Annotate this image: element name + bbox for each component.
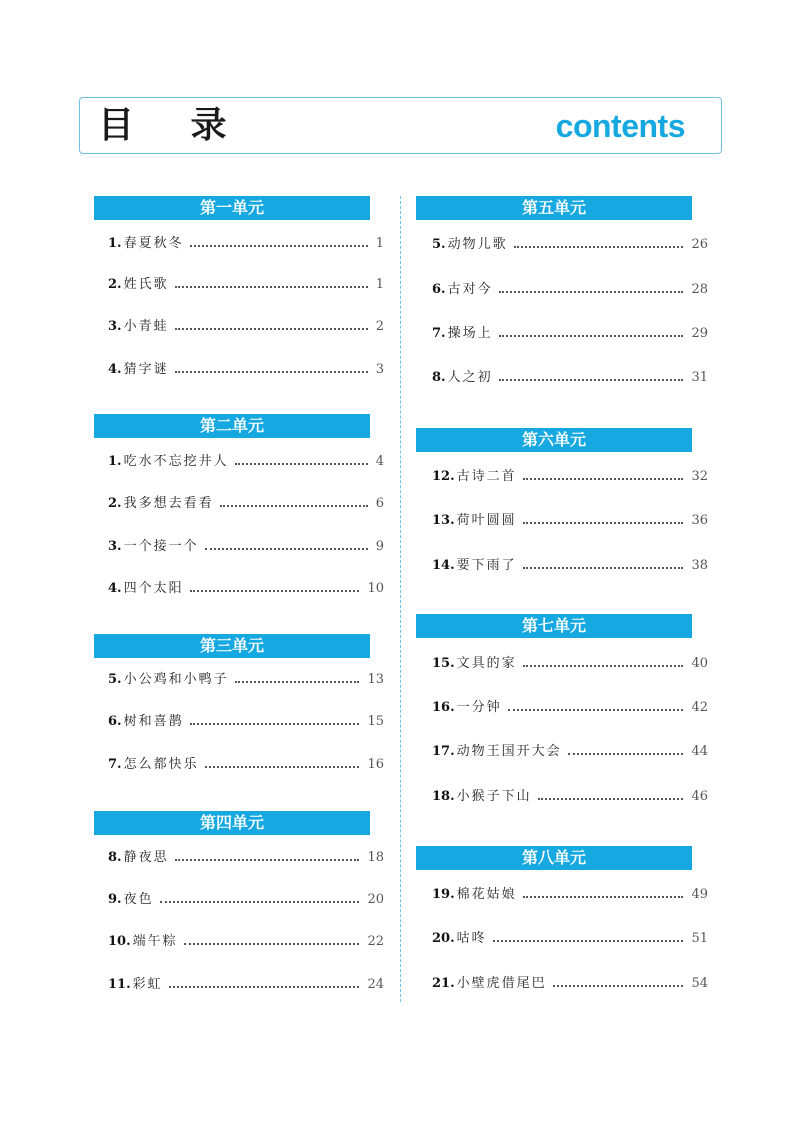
entry-number: 17. <box>432 744 455 759</box>
entry-number: 16. <box>432 700 455 715</box>
entry-title: 春夏秋冬 <box>123 236 184 251</box>
toc-entry[interactable] <box>108 712 384 732</box>
entry-title: 棉花姑娘 <box>456 887 517 902</box>
entry-title: 古对今 <box>447 282 493 297</box>
entry-page-number: 26 <box>691 237 708 252</box>
dot-leader <box>175 371 368 373</box>
dot-leader <box>508 709 684 711</box>
toc-entry[interactable] <box>432 324 708 344</box>
entry-title: 文具的家 <box>456 656 517 671</box>
entry-page-number: 15 <box>367 714 384 729</box>
dot-leader <box>499 335 684 337</box>
entry-title: 要下雨了 <box>456 558 517 573</box>
unit-heading: 第七单元 <box>416 614 692 638</box>
toc-entry[interactable] <box>108 537 384 557</box>
entry-number: 9. <box>108 892 122 907</box>
toc-entry[interactable] <box>108 932 384 952</box>
entry-page-number: 32 <box>691 469 708 484</box>
toc-entry[interactable] <box>432 467 708 487</box>
toc-entry[interactable] <box>432 280 708 300</box>
toc-entry[interactable] <box>432 235 708 255</box>
page-subtitle: contents <box>555 108 685 144</box>
entry-number: 8. <box>432 370 446 385</box>
toc-entry[interactable] <box>108 890 384 910</box>
entry-number: 4. <box>108 581 122 596</box>
entry-number: 3. <box>108 539 122 554</box>
entry-title: 怎么都快乐 <box>123 757 199 772</box>
entry-number: 20. <box>432 931 455 946</box>
dot-leader <box>160 901 360 903</box>
entry-page-number: 28 <box>691 282 708 297</box>
entry-number: 8. <box>108 850 122 865</box>
dot-leader <box>220 505 368 507</box>
entry-number: 3. <box>108 319 122 334</box>
entry-page-number: 13 <box>367 672 384 687</box>
toc-entry[interactable] <box>432 654 708 674</box>
dot-leader <box>175 286 368 288</box>
entry-number: 7. <box>432 326 446 341</box>
unit-heading: 第二单元 <box>94 414 370 438</box>
entry-page-number: 18 <box>367 850 384 865</box>
dot-leader <box>235 681 360 683</box>
dot-leader <box>523 896 684 898</box>
entry-number: 2. <box>108 496 122 511</box>
entry-number: 13. <box>432 513 455 528</box>
entry-page-number: 36 <box>691 513 708 528</box>
unit-heading: 第一单元 <box>94 196 370 220</box>
entry-number: 1. <box>108 454 122 469</box>
entry-number: 4. <box>108 362 122 377</box>
dot-leader <box>184 943 360 945</box>
entry-number: 5. <box>108 672 122 687</box>
toc-entry[interactable] <box>432 929 708 949</box>
entry-title: 古诗二首 <box>456 469 517 484</box>
dot-leader <box>523 478 684 480</box>
entry-number: 19. <box>432 887 455 902</box>
entry-title: 四个太阳 <box>123 581 184 596</box>
entry-page-number: 29 <box>691 326 708 341</box>
entry-page-number: 22 <box>367 934 384 949</box>
entry-number: 6. <box>432 282 446 297</box>
entry-title: 猜字谜 <box>123 362 169 377</box>
unit-heading: 第五单元 <box>416 196 692 220</box>
toc-entry[interactable] <box>432 556 708 576</box>
entry-title: 端午粽 <box>132 934 178 949</box>
entry-number: 5. <box>432 237 446 252</box>
entry-title: 荷叶圆圆 <box>456 513 517 528</box>
toc-entry[interactable] <box>108 317 384 337</box>
entry-title: 操场上 <box>447 326 493 341</box>
toc-entry[interactable] <box>432 698 708 718</box>
unit-heading: 第八单元 <box>416 846 692 870</box>
dot-leader <box>538 798 684 800</box>
toc-entry[interactable] <box>108 755 384 775</box>
entry-page-number: 1 <box>375 277 384 292</box>
entry-number: 6. <box>108 714 122 729</box>
dot-leader <box>568 753 684 755</box>
entry-page-number: 4 <box>375 454 384 469</box>
entry-page-number: 49 <box>691 887 708 902</box>
entry-page-number: 31 <box>691 370 708 385</box>
entry-title: 小青蛙 <box>123 319 169 334</box>
toc-entry[interactable] <box>432 511 708 531</box>
dot-leader <box>523 567 684 569</box>
entry-number: 7. <box>108 757 122 772</box>
entry-title: 动物王国开大会 <box>456 744 562 759</box>
page-title: 目 录 <box>98 105 249 146</box>
toc-entry[interactable] <box>108 579 384 599</box>
dot-leader <box>190 723 360 725</box>
entry-page-number: 20 <box>367 892 384 907</box>
entry-number: 15. <box>432 656 455 671</box>
dot-leader <box>205 548 368 550</box>
entry-number: 18. <box>432 789 455 804</box>
entry-page-number: 46 <box>691 789 708 804</box>
dot-leader <box>169 986 360 988</box>
entry-page-number: 6 <box>375 496 384 511</box>
entry-page-number: 54 <box>691 976 708 991</box>
toc-entry[interactable] <box>108 275 384 295</box>
entry-number: 2. <box>108 277 122 292</box>
entry-page-number: 9 <box>375 539 384 554</box>
dot-leader <box>514 246 684 248</box>
contents-header <box>79 97 722 154</box>
entry-page-number: 38 <box>691 558 708 573</box>
entry-title: 彩虹 <box>132 977 163 992</box>
toc-entry[interactable] <box>108 975 384 995</box>
entry-page-number: 24 <box>367 977 384 992</box>
dot-leader <box>190 245 368 247</box>
toc-entry[interactable] <box>432 742 708 762</box>
entry-page-number: 44 <box>691 744 708 759</box>
toc-entry[interactable] <box>108 848 384 868</box>
entry-number: 21. <box>432 976 455 991</box>
entry-page-number: 42 <box>691 700 708 715</box>
entry-title: 咕咚 <box>456 931 487 946</box>
entry-title: 吃水不忘挖井人 <box>123 454 229 469</box>
toc-entry[interactable] <box>432 974 708 994</box>
toc-entry[interactable] <box>108 234 384 254</box>
entry-page-number: 1 <box>375 236 384 251</box>
entry-title: 夜色 <box>123 892 154 907</box>
entry-number: 1. <box>108 236 122 251</box>
entry-page-number: 10 <box>367 581 384 596</box>
entry-page-number: 40 <box>691 656 708 671</box>
dot-leader <box>523 522 684 524</box>
unit-heading: 第三单元 <box>94 634 370 658</box>
dot-leader <box>235 463 368 465</box>
entry-title: 人之初 <box>447 370 493 385</box>
entry-title: 小公鸡和小鸭子 <box>123 672 229 687</box>
entry-title: 小猴子下山 <box>456 789 532 804</box>
entry-title: 一分钟 <box>456 700 502 715</box>
toc-entry[interactable] <box>432 885 708 905</box>
toc-entry[interactable] <box>432 787 708 807</box>
entry-page-number: 16 <box>367 757 384 772</box>
entry-title: 姓氏歌 <box>123 277 169 292</box>
entry-title: 树和喜鹊 <box>123 714 184 729</box>
dot-leader <box>190 590 360 592</box>
dot-leader <box>205 766 360 768</box>
entry-page-number: 2 <box>375 319 384 334</box>
toc-entry[interactable] <box>432 368 708 388</box>
dot-leader <box>553 985 684 987</box>
entry-page-number: 51 <box>691 931 708 946</box>
entry-title: 静夜思 <box>123 850 169 865</box>
entry-number: 10. <box>108 934 131 949</box>
unit-heading: 第四单元 <box>94 811 370 835</box>
unit-heading: 第六单元 <box>416 428 692 452</box>
entry-title: 我多想去看看 <box>123 496 214 511</box>
entry-number: 12. <box>432 469 455 484</box>
entry-title: 动物儿歌 <box>447 237 508 252</box>
entry-title: 一个接一个 <box>123 539 199 554</box>
dot-leader <box>493 940 684 942</box>
entry-title: 小壁虎借尾巴 <box>456 976 547 991</box>
entry-number: 11. <box>108 977 131 992</box>
entry-page-number: 3 <box>375 362 384 377</box>
toc-entry[interactable] <box>108 494 384 514</box>
toc-entry[interactable] <box>108 452 384 472</box>
dot-leader <box>175 859 360 861</box>
dot-leader <box>499 291 684 293</box>
dot-leader <box>523 665 684 667</box>
dot-leader <box>499 379 684 381</box>
toc-entry[interactable] <box>108 670 384 690</box>
column-divider <box>400 196 401 1002</box>
entry-number: 14. <box>432 558 455 573</box>
dot-leader <box>175 328 368 330</box>
toc-entry[interactable] <box>108 360 384 380</box>
